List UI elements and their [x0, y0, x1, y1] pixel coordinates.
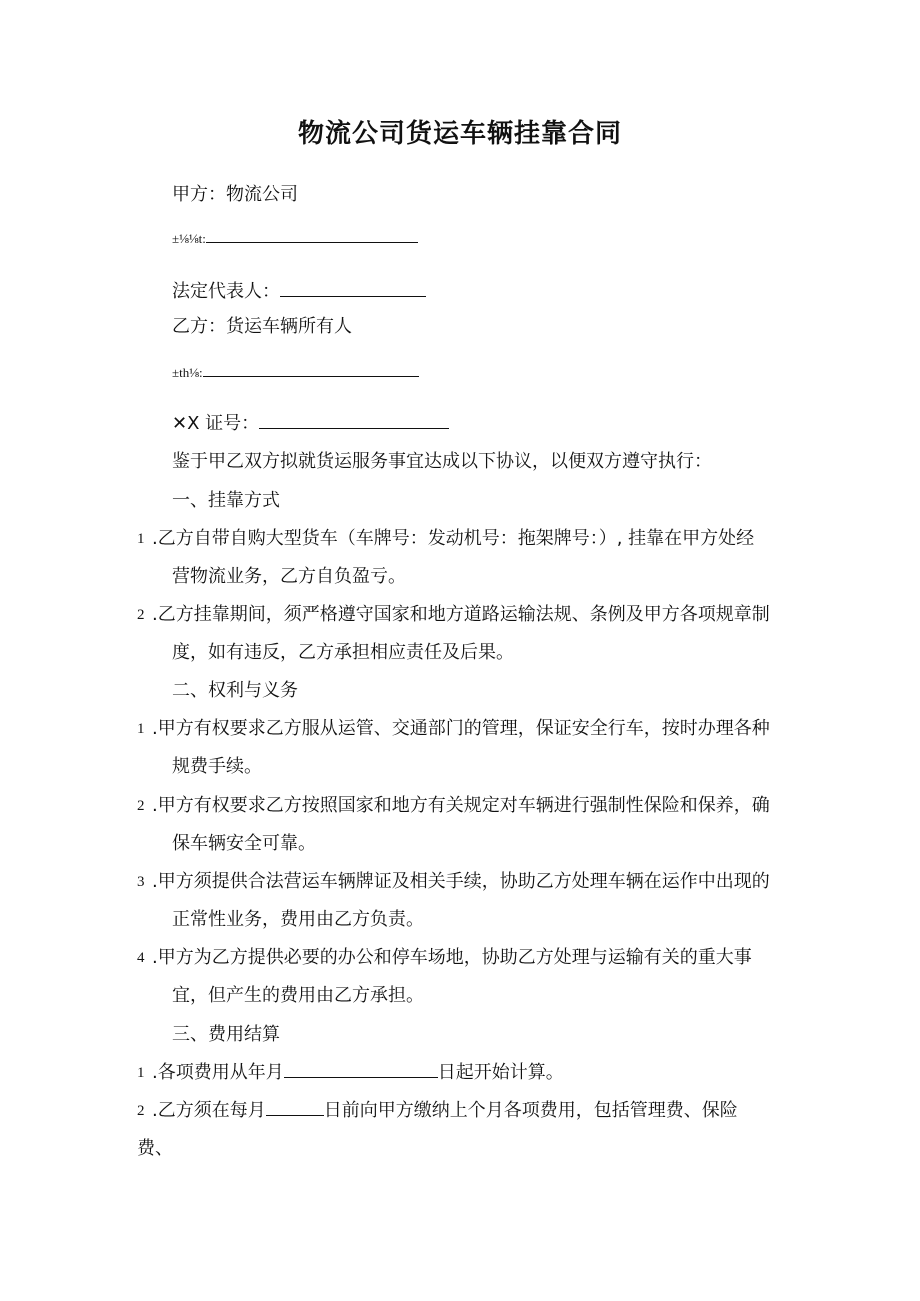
item-text — [152, 1099, 738, 1123]
item-number: 4 — [137, 950, 145, 966]
preamble: 鉴于甲乙双方拟就货运服务事宜达成以下协议，以便双方遵守执行： — [172, 451, 712, 472]
item-number: 1 — [137, 531, 145, 547]
party-b-address-label: ±th⅛: — [172, 365, 203, 380]
item-number: 1 — [137, 1065, 145, 1081]
party-a-label: 甲方：物流公司 — [172, 184, 298, 205]
party-b-id-line — [172, 412, 449, 436]
item-text-start: .乙方须在每月 — [152, 1100, 266, 1121]
party-b-id-label: ✕X 证号： — [172, 413, 260, 434]
document-title: 物流公司货运车辆挂靠合同 — [297, 119, 622, 149]
item-text-continued: 营物流业务，乙方自负盈亏。 — [172, 566, 406, 587]
item-number: 3 — [137, 874, 145, 890]
party-b-label: 乙方：货运车辆所有人 — [172, 316, 352, 337]
start-date-blank[interactable] — [284, 1061, 438, 1078]
party-a-rep-line — [172, 280, 426, 304]
item-text: .甲方为乙方提供必要的办公和停车场地，协助乙方处理与运输有关的重大事 — [152, 947, 752, 968]
item-text-continued: 费、 — [137, 1138, 173, 1159]
party-b-address-line — [172, 360, 419, 385]
section-heading: 三、费用结算 — [172, 1024, 280, 1045]
party-a-address-blank[interactable] — [206, 226, 418, 243]
item-text-continued: 度，如有违反，乙方承担相应责任及后果。 — [172, 642, 514, 663]
party-a-rep-label: 法定代表人： — [172, 281, 280, 302]
item-number: 2 — [137, 607, 145, 623]
item-text-continued: 宜，但产生的费用由乙方承担。 — [172, 985, 424, 1006]
item-number: 1 — [137, 721, 145, 737]
item-text: .乙方自带自购大型货车（车牌号：发动机号：拖架牌号：）, 挂靠在甲方处经 — [152, 528, 755, 549]
item-text-end: 日前向甲方缴纳上个月各项费用，包括管理费、保险 — [323, 1100, 738, 1121]
item-text — [152, 1061, 564, 1085]
item-text: .甲方须提供合法营运车辆牌证及相关手续，协助乙方处理车辆在运作中出现的 — [152, 871, 770, 892]
item-text-continued: 正常性业务，费用由乙方负责。 — [172, 909, 424, 930]
party-a-address-line — [172, 226, 418, 251]
payment-day-blank[interactable] — [266, 1099, 324, 1116]
item-number: 2 — [137, 798, 145, 814]
item-text: .甲方有权要求乙方按照国家和地方有关规定对车辆进行强制性保险和保养，确 — [152, 795, 770, 816]
party-a-address-label: ±⅛⅛t: — [172, 231, 206, 246]
section-heading: 一、挂靠方式 — [172, 490, 280, 511]
item-text-continued: 规费手续。 — [172, 756, 262, 777]
item-number: 2 — [137, 1103, 145, 1119]
item-text: .乙方挂靠期间，须严格遵守国家和地方道路运输法规、条例及甲方各项规章制 — [152, 604, 770, 625]
item-text-continued: 保车辆安全可靠。 — [172, 833, 316, 854]
party-b-address-blank[interactable] — [203, 360, 419, 377]
party-a-rep-blank[interactable] — [280, 280, 426, 297]
party-b-id-blank[interactable] — [259, 412, 449, 429]
item-text: .甲方有权要求乙方服从运管、交通部门的管理，保证安全行车，按时办理各种 — [152, 718, 770, 739]
item-text-end: 日起开始计算。 — [437, 1062, 564, 1083]
item-text-start: .各项费用从年月 — [152, 1062, 284, 1083]
section-heading: 二、权利与义务 — [172, 680, 298, 701]
